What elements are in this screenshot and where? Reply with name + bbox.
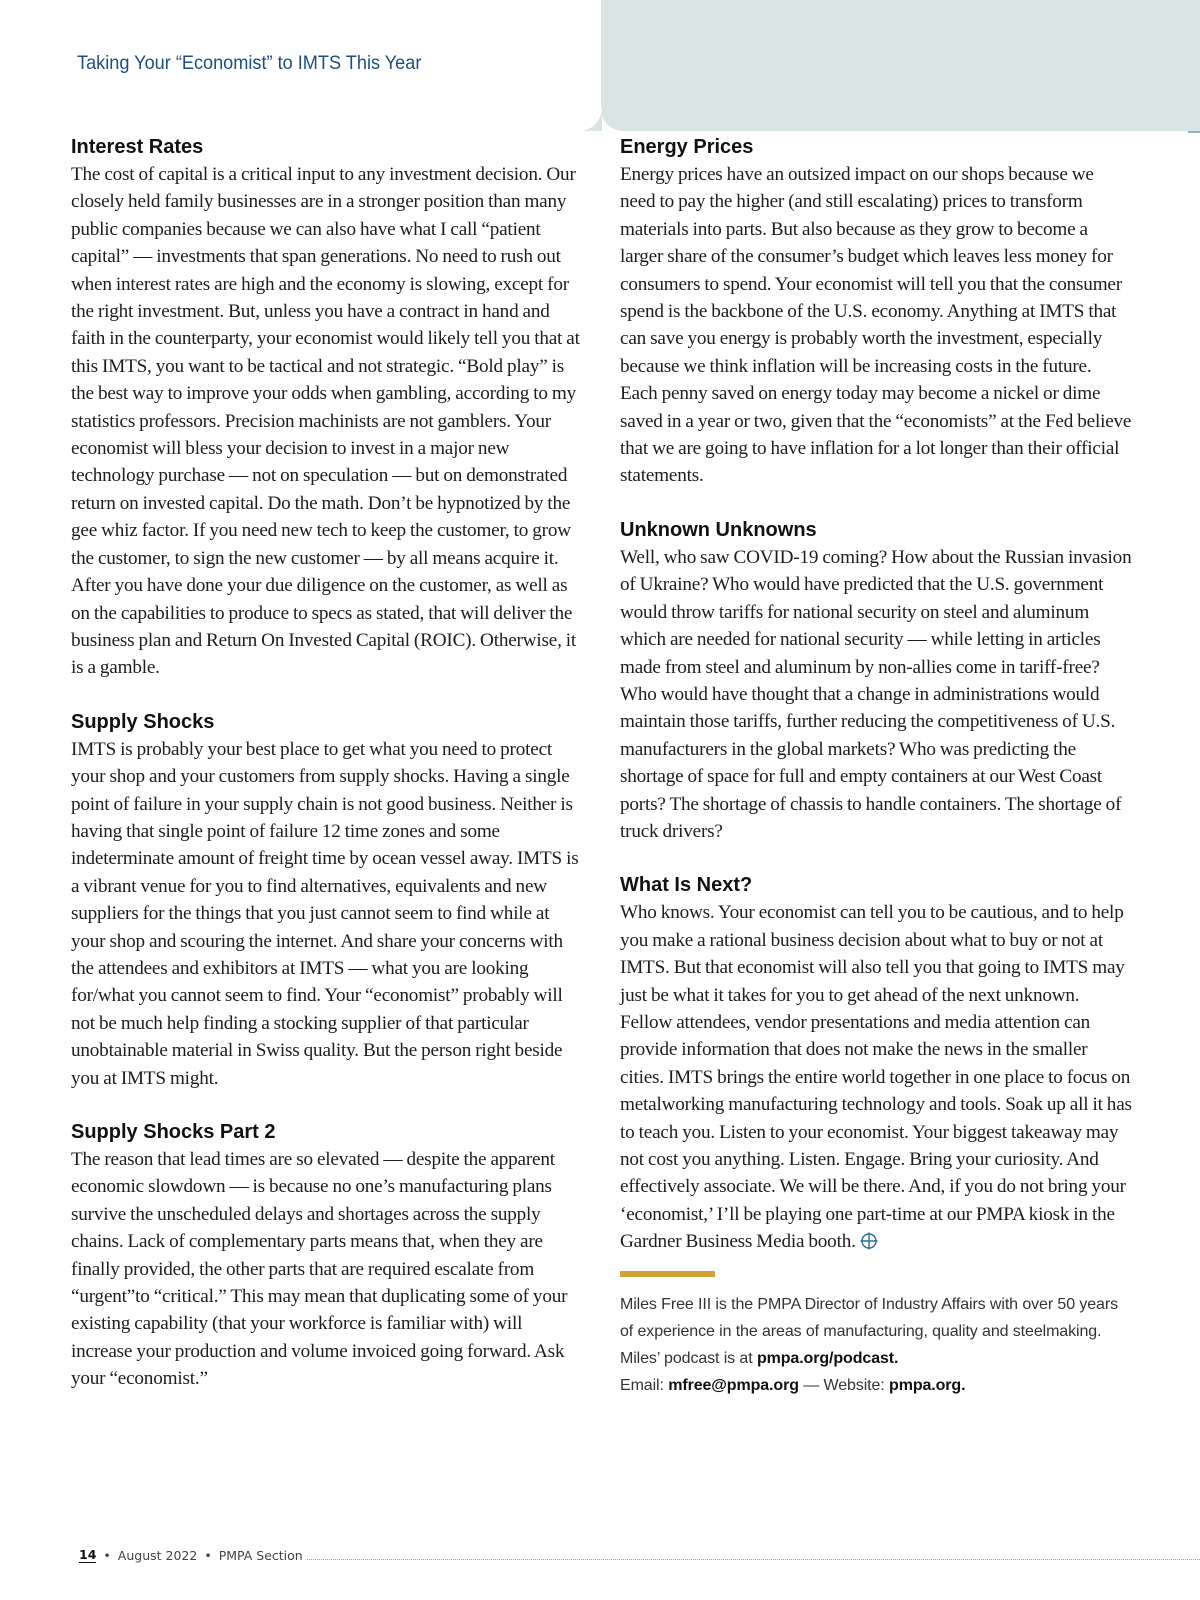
section-heading: Unknown Unknowns bbox=[620, 518, 817, 541]
left-column bbox=[71, 133, 586, 1393]
footer-dotted-rule bbox=[307, 1549, 1200, 1560]
bio-divider bbox=[620, 1271, 715, 1277]
section-name: PMPA Section bbox=[218, 1547, 303, 1563]
running-head-title: Taking Your “Economist” to IMTS This Year bbox=[77, 52, 422, 74]
crosshair-end-icon bbox=[860, 1231, 878, 1249]
website-separator: — Website: bbox=[803, 1376, 885, 1394]
issue-date: August 2022 bbox=[117, 1547, 198, 1563]
email-label: Email: bbox=[620, 1376, 664, 1394]
website-link[interactable]: pmpa.org. bbox=[889, 1376, 966, 1394]
section-heading: What Is Next? bbox=[620, 874, 753, 897]
footer-bullet: • bbox=[204, 1547, 212, 1563]
email-link[interactable]: mfree@pmpa.org bbox=[668, 1376, 799, 1394]
section-heading: Interest Rates bbox=[71, 136, 204, 158]
author-bio bbox=[620, 1291, 1132, 1399]
page-number: 14 bbox=[79, 1546, 97, 1562]
section-body: Well, who saw COVID-19 coming? How about the Russian invasion of Ukraine? Who would have predicted that the U.S. government would throw tariffs for national security on steel and aluminum which are needed for national security — while letting in articles made from steel and aluminum by non-allies come in tariff-free? Who would have thought that a change in administrations would maintain those tariffs, further reducing the competitiveness of U.S. manufacturers in the global markets? Who was predicting the shortage of space for full and empty containers at our West Coast ports? The shortage of chassis to handle containers. The shortage of truck drivers? bbox=[620, 546, 1132, 842]
section-what-is-next bbox=[620, 871, 1132, 1255]
section-supply-shocks bbox=[71, 708, 586, 1092]
section-heading: Supply Shocks Part 2 bbox=[71, 1121, 276, 1143]
section-body bbox=[620, 899, 1132, 1255]
section-body-text: Who knows. Your economist can tell you to be cautious, and to help you make a rational business decision about what to buy or not at IMTS. But that economist will also tell you that going to IMTS may just be what it takes for you to get ahead of the next unknown. Fellow attendees, vendor presentations and media attention can provide information that does not make the news in the smaller cities. IMTS brings the entire world together in one place to focus on metalworking manufacturing technology and tools. Soak up all it has to teach you. Listen to your economist. Your biggest takeaway may not cost you anything. Listen. Engage. Bring your curiosity. And effectively associate. We will be there. And, if you do not bring your ‘economist,’ I’ll be playing one part-time at our PMPA kiosk in the Gardner Business Media booth. bbox=[620, 902, 1132, 1253]
podcast-link[interactable]: pmpa.org/podcast. bbox=[756, 1349, 899, 1367]
section-supply-shocks-part-2 bbox=[71, 1118, 586, 1393]
footer-bullet: • bbox=[103, 1547, 111, 1563]
header-accent-line bbox=[1188, 131, 1200, 133]
section-unknown-unknowns bbox=[620, 516, 1132, 845]
section-body: Energy prices have an outsized impact on our shops because we need to pay the higher (and still escalating) prices to transform materials into parts. But also because as they grow to become a larger share of the consumer’s budget which leaves less money for consumers to spend. Your economist will tell you that the consumer spend is the backbone of the U.S. economy. Anything at IMTS that can save you energy is probably worth the investment, especially because we think inflation will be increasing costs in the future. Each penny saved on energy today may become a nickel or dime saved in a year or two, given that the “economists” at the Fed believe that we are going to have inflation for a lot longer than their official statements. bbox=[620, 164, 1132, 487]
header-color-band bbox=[601, 0, 1200, 131]
section-body: IMTS is probably your best place to get what you need to protect your shop and your customers from supply shocks. Having a single point of failure in your supply chain is not good business. Neither is having that single point of failure 12 time zones and some indeterminate amount of freight time by ocean vessel away. IMTS is a vibrant venue for you to find alternatives, equivalents and new suppliers for the things that you just cannot seem to find while at your shop and scouring the internet. And share your concerns with the attendees and exhibitors at IMTS — what you are looking for/what you cannot seem to find. Your “economist” probably will not be much help finding a stocking supplier of that particular unobtainable material in Swiss quality. But the person right beside you at IMTS might. bbox=[71, 738, 579, 1089]
section-heading: Supply Shocks bbox=[71, 710, 215, 733]
section-body: The reason that lead times are so elevated — despite the apparent economic slowdown — is because no one’s manufacturing plans survive the unscheduled delays and shortages across the supply chains. Lack of complementary parts means that, when they are finally provided, the other parts that are required escalate from “urgent”to “critical.” This may mean that duplicating some of your existing capability (that your workforce is familiar with) will increase your production and volume invoiced going forward. Ask your “economist.” bbox=[71, 1149, 568, 1390]
header-band-curve bbox=[578, 108, 602, 131]
page-footer bbox=[79, 1543, 1200, 1567]
section-energy-prices bbox=[620, 133, 1132, 490]
section-interest-rates bbox=[71, 133, 586, 682]
bio-text: Miles Free III is the PMPA Director of Industry Affairs with over 50 years of experience in the areas of manufacturing, quality and steelmaking. Miles’ podcast is at bbox=[620, 1295, 1118, 1367]
right-column bbox=[620, 133, 1132, 1399]
section-heading: Energy Prices bbox=[620, 136, 754, 158]
section-body: The cost of capital is a critical input to any investment decision. Our closely held family businesses are in a stronger position than many public companies because we can also have what I call “patient capital” — investments that span generations. No need to rush out when interest rates are high and the economy is slowing, except for the right investment. But, unless you have a contract in hand and faith in the counterparty, your economist would likely tell you that at this IMTS, you want to be tactical and not strategic. “Bold play” is the best way to improve your odds when gambling, according to my statistics professors. Precision machinists are not gamblers. Your economist will bless your decision to invest in a major new technology purchase — not on speculation — but on demonstrated return on invested capital. Do the math. Don’t be hypnotized by the gee whiz factor. If you need new tech to keep the customer, to grow the customer, to sign the new customer — by all means acquire it. After you have done your due diligence on the customer, as well as on the capabilities to produce to specs as stated, that will deliver the business plan and Return On Invested Capital (ROIC). Otherwise, it is a gamble. bbox=[71, 164, 580, 679]
